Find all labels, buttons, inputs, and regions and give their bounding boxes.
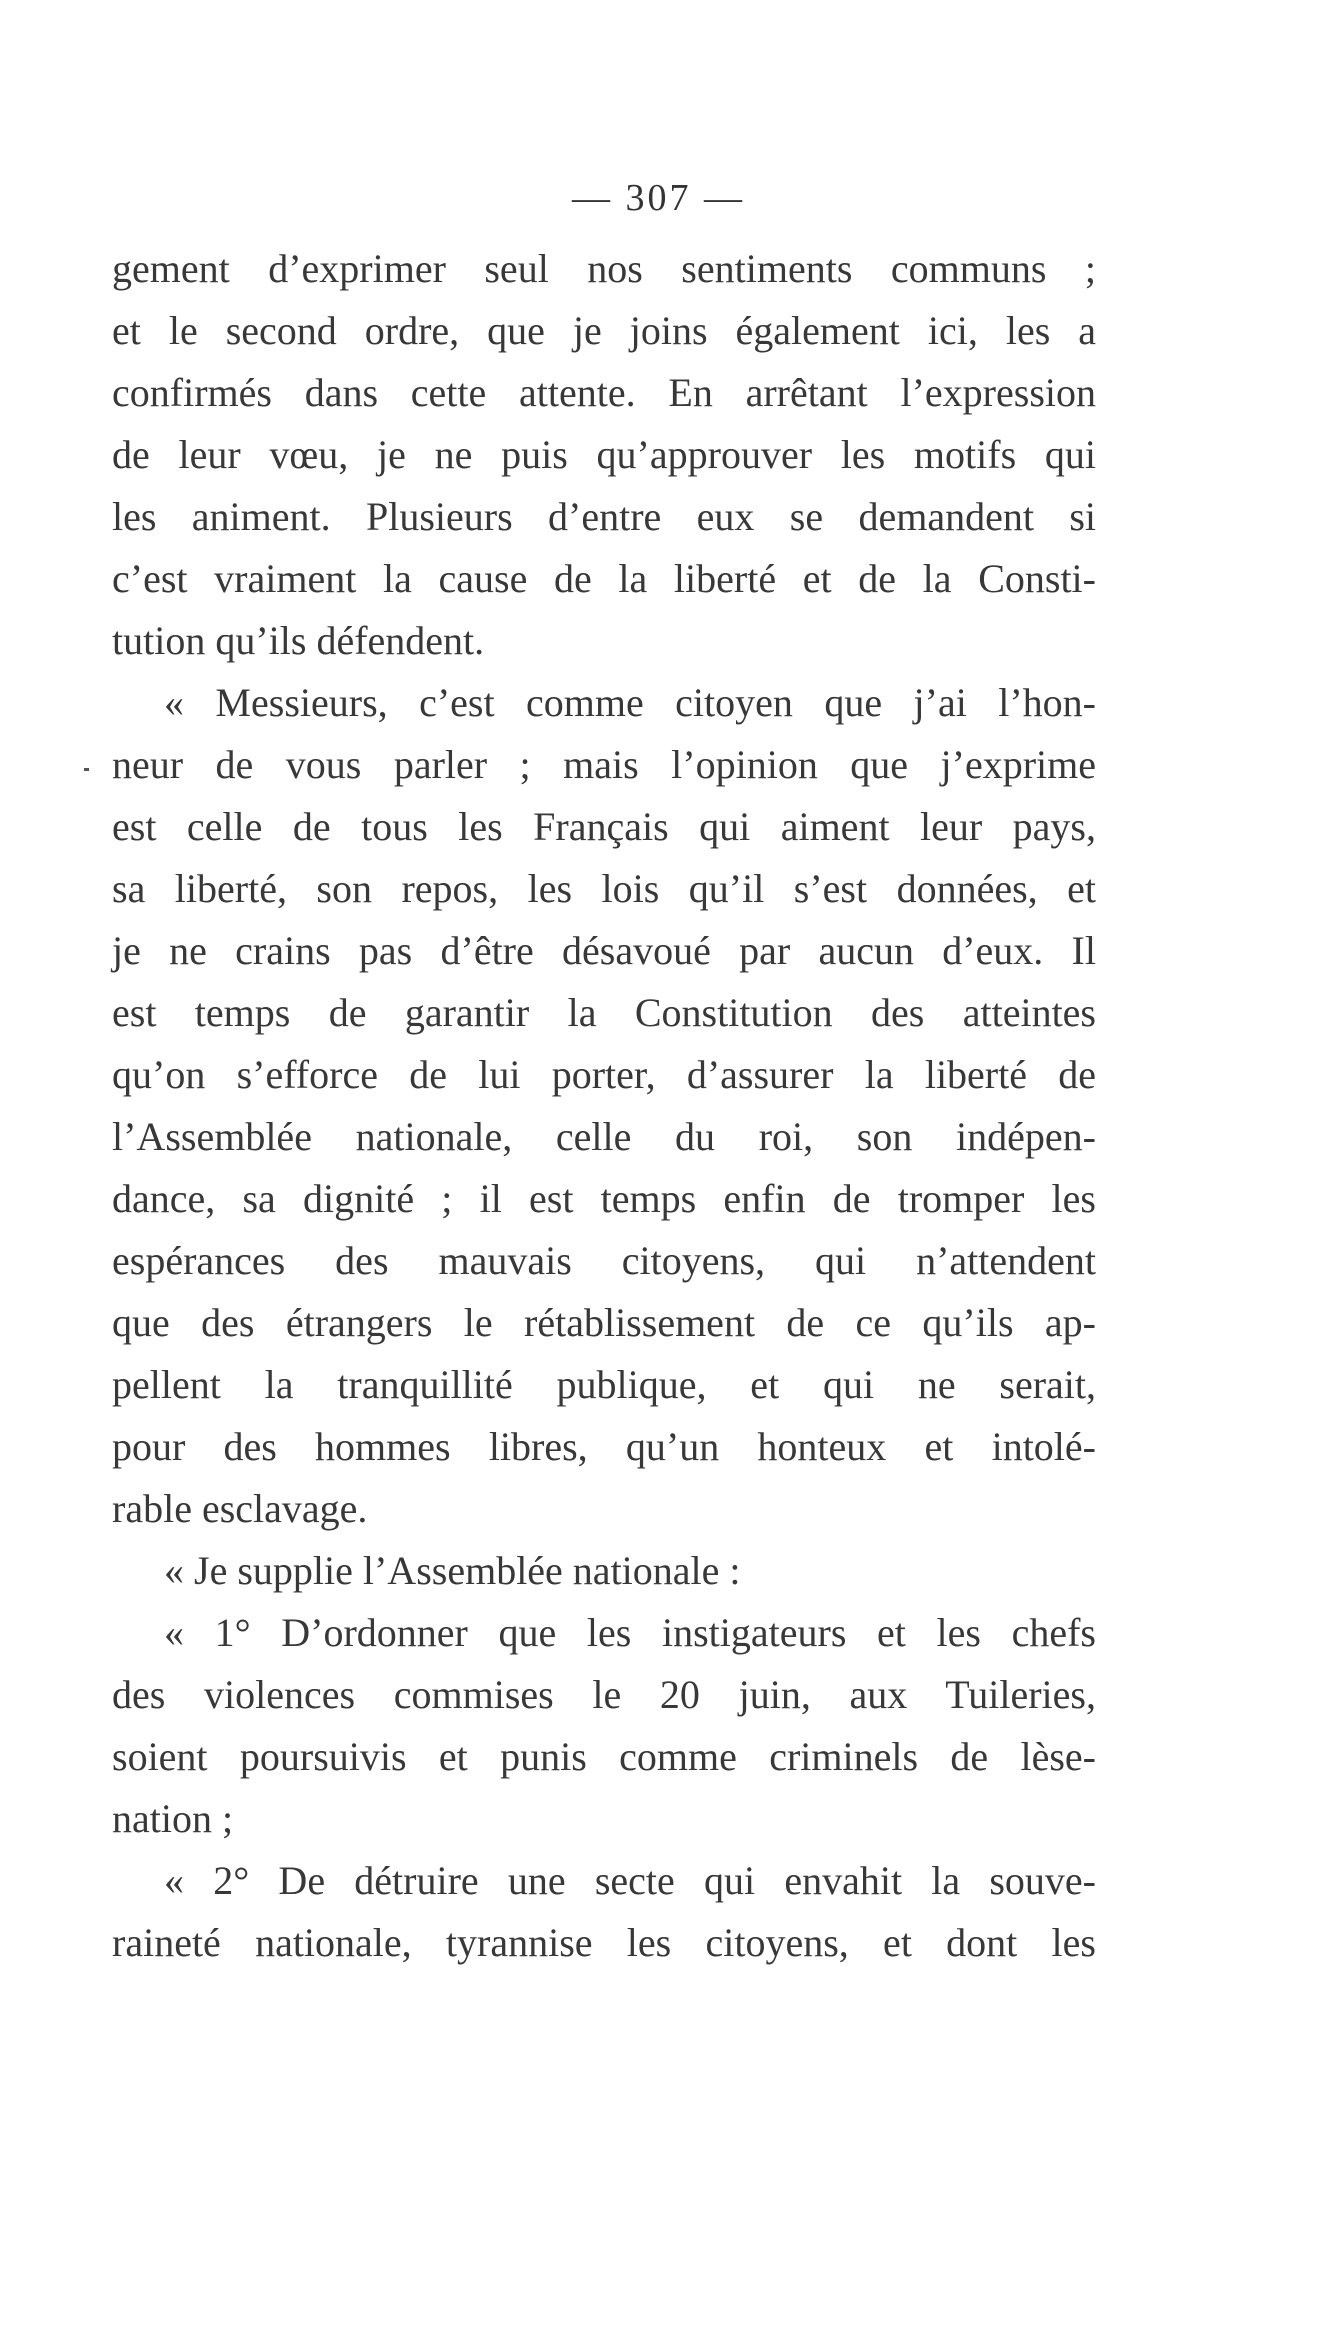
text-line: pellent la tranquillité publique, et qui ne serait, — [112, 1362, 1096, 1407]
text-line: pour des hommes libres, qu’un honteux et intolé- — [112, 1424, 1096, 1469]
paragraph-start: « Je supplie l’Assemblée nationale : — [164, 1548, 741, 1593]
paragraph-start: « Messieurs, c’est comme citoyen que j’ai l’hon- — [164, 680, 1096, 725]
text-line: rable esclavage. — [112, 1486, 368, 1531]
text-line: neur de vous parler ; mais l’opinion que j’exprime — [112, 742, 1096, 787]
text-line: gement d’exprimer seul nos sentiments communs ; — [112, 246, 1096, 291]
text-line: est temps de garantir la Constitution des atteintes — [112, 990, 1096, 1035]
text-line: confirmés dans cette attente. En arrêtant l’expression — [112, 370, 1096, 415]
page-number: — 307 — — [572, 177, 745, 219]
text-line: je ne crains pas d’être désavoué par aucun d’eux. Il — [112, 928, 1096, 973]
text-line: que des étrangers le rétablissement de ce qu’ils ap- — [112, 1300, 1096, 1345]
text-line: c’est vraiment la cause de la liberté et de la Consti- — [112, 556, 1096, 601]
text-line: de leur vœu, je ne puis qu’approuver les motifs qui — [112, 432, 1096, 477]
margin-mark — [84, 768, 89, 771]
text-line: est celle de tous les Français qui aiment leur pays, — [112, 804, 1096, 849]
text-line: espérances des mauvais citoyens, qui n’attendent — [112, 1238, 1096, 1283]
paragraph-start: « 1° D’ordonner que les instigateurs et les chefs — [164, 1610, 1096, 1655]
body-text — [112, 238, 1096, 1974]
text-line: raineté nationale, tyrannise les citoyens, et dont les — [112, 1920, 1096, 1965]
text-line: soient poursuivis et punis comme criminels de lèse- — [112, 1734, 1096, 1779]
text-line: l’Assemblée nationale, celle du roi, son indépen- — [112, 1114, 1096, 1159]
text-line: des violences commises le 20 juin, aux Tuileries, — [112, 1672, 1096, 1717]
text-line: qu’on s’efforce de lui porter, d’assurer la liberté de — [112, 1052, 1096, 1097]
text-line: sa liberté, son repos, les lois qu’il s’est données, et — [112, 866, 1096, 911]
text-line: et le second ordre, que je joins également ici, les a — [112, 308, 1096, 353]
text-line: les animent. Plusieurs d’entre eux se demandent si — [112, 494, 1096, 539]
paragraph-start: « 2° De détruire une secte qui envahit la souve- — [164, 1858, 1096, 1903]
text-line: dance, sa dignité ; il est temps enfin de tromper les — [112, 1176, 1096, 1221]
text-line: tution qu’ils défendent. — [112, 618, 485, 663]
text-line: nation ; — [112, 1796, 234, 1841]
